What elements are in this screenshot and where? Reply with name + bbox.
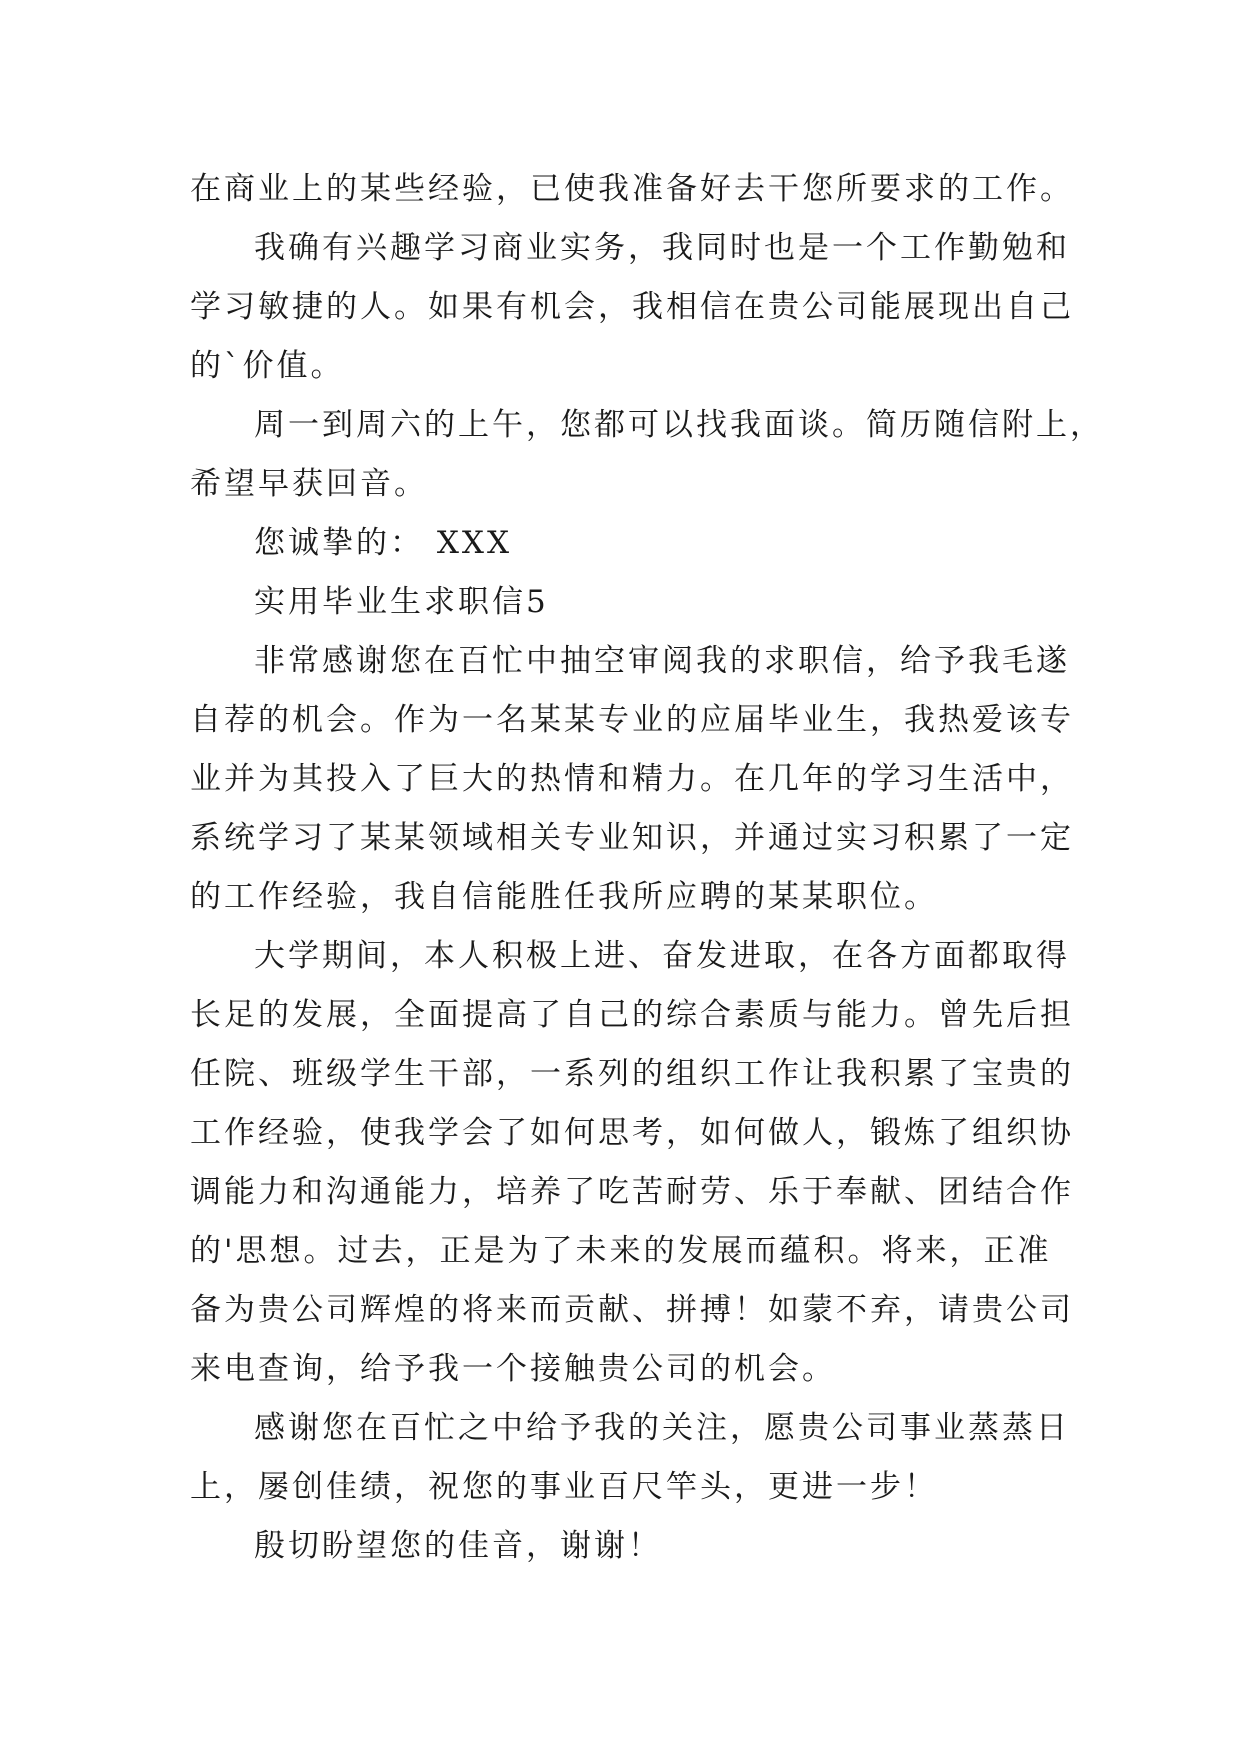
text-line: 自荐的机会。作为一名某某专业的应届毕业生，我热爱该专 bbox=[190, 702, 1074, 738]
text-line: 学习敏捷的人。如果有机会，我相信在贵公司能展现出自己 bbox=[190, 289, 1074, 325]
text-line: 任院、班级学生干部，一系列的组织工作让我积累了宝贵的 bbox=[190, 1056, 1074, 1092]
text-line: 长足的发展，全面提高了自己的综合素质与能力。曾先后担 bbox=[190, 997, 1074, 1033]
text-line: 系统学习了某某领域相关专业知识，并通过实习积累了一定 bbox=[190, 820, 1074, 856]
text-line: 的工作经验，我自信能胜任我所应聘的某某职位。 bbox=[190, 879, 938, 915]
text-line: 在商业上的某些经验，已使我准备好去干您所要求的工作。 bbox=[190, 171, 1074, 207]
text-line: 来电查询，给予我一个接触贵公司的机会。 bbox=[190, 1351, 836, 1387]
text-line: 大学期间，本人积极上进、奋发进取，在各方面都取得 bbox=[254, 938, 1070, 974]
text-line: 的'思想。过去，正是为了未来的发展而蕴积。将来，正准 bbox=[190, 1233, 1052, 1269]
text-line: 的`价值。 bbox=[190, 348, 345, 384]
signature-line: 您诚挚的： XXX bbox=[254, 525, 513, 561]
text-line: 备为贵公司辉煌的将来而贡献、拼搏！如蒙不弃，请贵公司 bbox=[190, 1292, 1074, 1328]
text-line: 业并为其投入了巨大的热情和精力。在几年的学习生活中， bbox=[190, 761, 1074, 797]
text-line: 感谢您在百忙之中给予我的关注，愿贵公司事业蒸蒸日 bbox=[254, 1410, 1070, 1446]
closing-line: 殷切盼望您的佳音，谢谢！ bbox=[254, 1528, 662, 1564]
text-line: 我确有兴趣学习商业实务，我同时也是一个工作勤勉和 bbox=[254, 230, 1070, 266]
text-line: 希望早获回音。 bbox=[190, 466, 428, 502]
text-line: 调能力和沟通能力，培养了吃苦耐劳、乐于奉献、团结合作 bbox=[190, 1174, 1074, 1210]
letter-body bbox=[190, 160, 1104, 1576]
section-heading: 实用毕业生求职信5 bbox=[254, 584, 549, 620]
text-line: 非常感谢您在百忙中抽空审阅我的求职信，给予我毛遂 bbox=[254, 643, 1070, 679]
text-line: 上，屡创佳绩，祝您的事业百尺竿头，更进一步！ bbox=[190, 1469, 938, 1505]
text-line: 周一到周六的上午，您都可以找我面谈。简历随信附上， bbox=[254, 407, 1104, 443]
text-line: 工作经验，使我学会了如何思考，如何做人，锻炼了组织协 bbox=[190, 1115, 1074, 1151]
